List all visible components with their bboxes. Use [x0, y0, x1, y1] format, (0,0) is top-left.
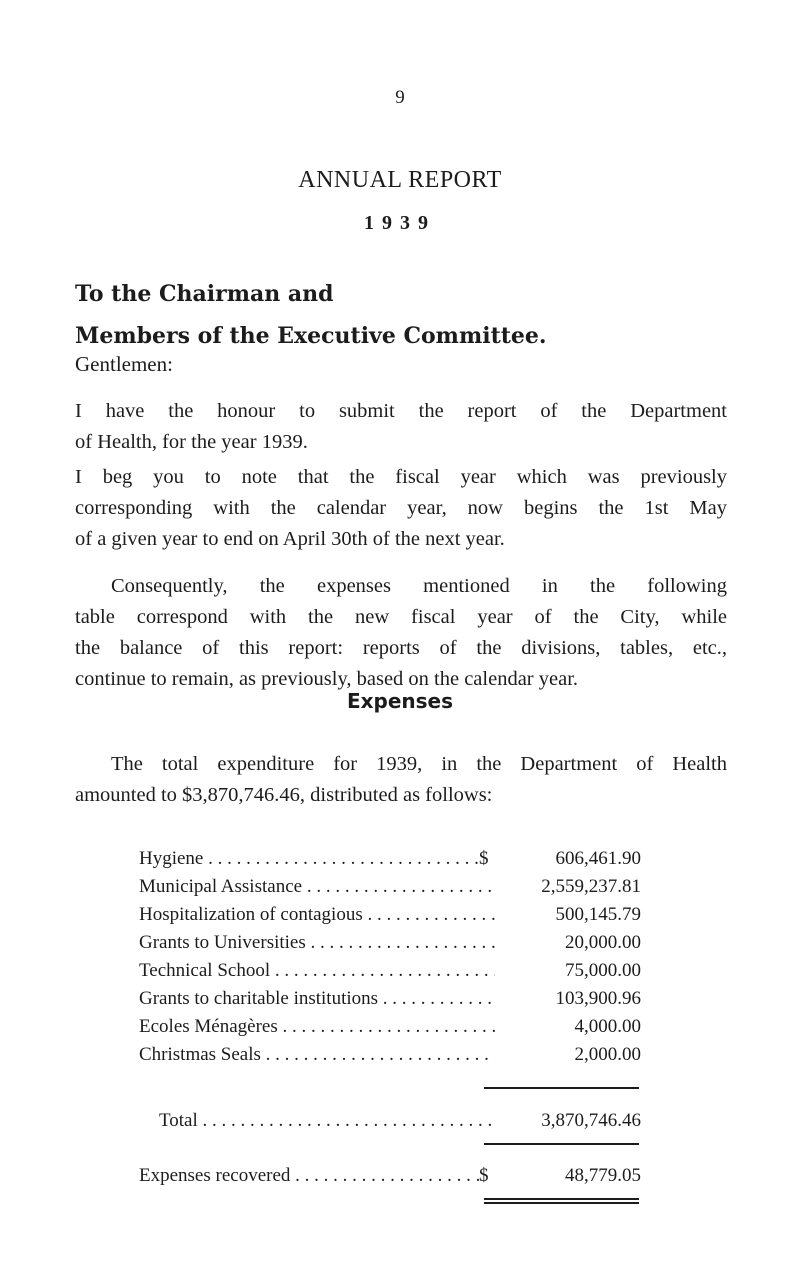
paragraph-fiscal-year: [75, 462, 727, 555]
paragraph-line: of a given year to end on April 30th of the next year.: [75, 528, 505, 550]
expenses-heading: Expenses: [346, 689, 454, 713]
recovered-amount: 48,779.05: [565, 1165, 641, 1186]
expense-row: [139, 876, 669, 904]
total-rule: [484, 1143, 639, 1145]
expense-row: [139, 988, 669, 1016]
expense-amount: 606,461.90: [555, 848, 641, 869]
subtotal-rule: [484, 1087, 639, 1089]
greeting: Gentlemen:: [75, 352, 173, 376]
recovered-label: Expenses recovered . . .: [139, 1165, 495, 1187]
paragraph-line: continue to remain, as previously, based on the calendar year.: [75, 668, 579, 690]
page-number: 9: [395, 87, 405, 108]
currency-symbol: $: [479, 848, 499, 870]
expense-amount: 2,559,237.81: [541, 876, 641, 897]
expense-amount: 75,000.00: [565, 960, 641, 981]
double-rule-bottom: [484, 1202, 639, 1204]
currency-symbol: $: [479, 1165, 499, 1187]
recovered-row: [139, 1165, 669, 1193]
expense-label: Grants to Universities . . .: [139, 932, 495, 954]
expense-label: Christmas Seals . . .: [139, 1044, 495, 1066]
paragraph-line: corresponding with the calendar year, now begins the 1st May: [75, 497, 727, 519]
double-rule-top: [484, 1198, 639, 1200]
expense-row: [139, 932, 669, 960]
expense-label: Municipal Assistance . . .: [139, 876, 495, 898]
paragraph-line: the balance of this report: reports of the divisions, tables, etc.,: [75, 637, 727, 659]
expense-label: Technical School . . .: [139, 960, 495, 982]
total-amount: 3,870,746.46: [541, 1110, 641, 1131]
paragraph-line: of Health, for the year 1939.: [75, 431, 308, 453]
report-year: 1939: [364, 212, 436, 234]
paragraph-line: I beg you to note that the fiscal year which was previously: [75, 466, 727, 488]
paragraph-line: Consequently, the expenses mentioned in the following: [111, 575, 727, 597]
paragraph-line: The total expenditure for 1939, in the Department of Health: [111, 753, 727, 775]
report-title: ANNUAL REPORT: [298, 167, 502, 193]
expense-row: [139, 848, 669, 876]
expense-row: [139, 904, 669, 932]
expense-amount: 103,900.96: [555, 988, 641, 1009]
expense-amount: 2,000.00: [574, 1044, 641, 1065]
expense-amount: 500,145.79: [555, 904, 641, 925]
expense-label: Hygiene . . .: [139, 848, 495, 870]
paragraph-line: I have the honour to submit the report of the Department: [75, 400, 727, 422]
paragraph-submission: [75, 396, 727, 458]
salutation-line-1: To the Chairman and: [75, 281, 334, 307]
expense-row: [139, 960, 669, 988]
salutation-line-2: Members of the Executive Committee.: [75, 323, 547, 349]
total-row: [159, 1110, 669, 1138]
expense-row: [139, 1044, 669, 1072]
expense-label: Hospitalization of contagious . . .: [139, 904, 495, 926]
expenses-intro: [75, 749, 727, 811]
expense-label: Ecoles Ménagères . . .: [139, 1016, 495, 1038]
expense-row: [139, 1016, 669, 1044]
expense-label: Grants to charitable institutions . . .: [139, 988, 495, 1010]
paragraph-consequently: [75, 571, 727, 695]
paragraph-line: table correspond with the new fiscal year of the City, while: [75, 606, 727, 628]
total-label: Total . . .: [159, 1110, 495, 1132]
expense-amount: 20,000.00: [565, 932, 641, 953]
paragraph-line: amounted to $3,870,746.46, distributed as follows:: [75, 784, 493, 806]
expense-amount: 4,000.00: [574, 1016, 641, 1037]
